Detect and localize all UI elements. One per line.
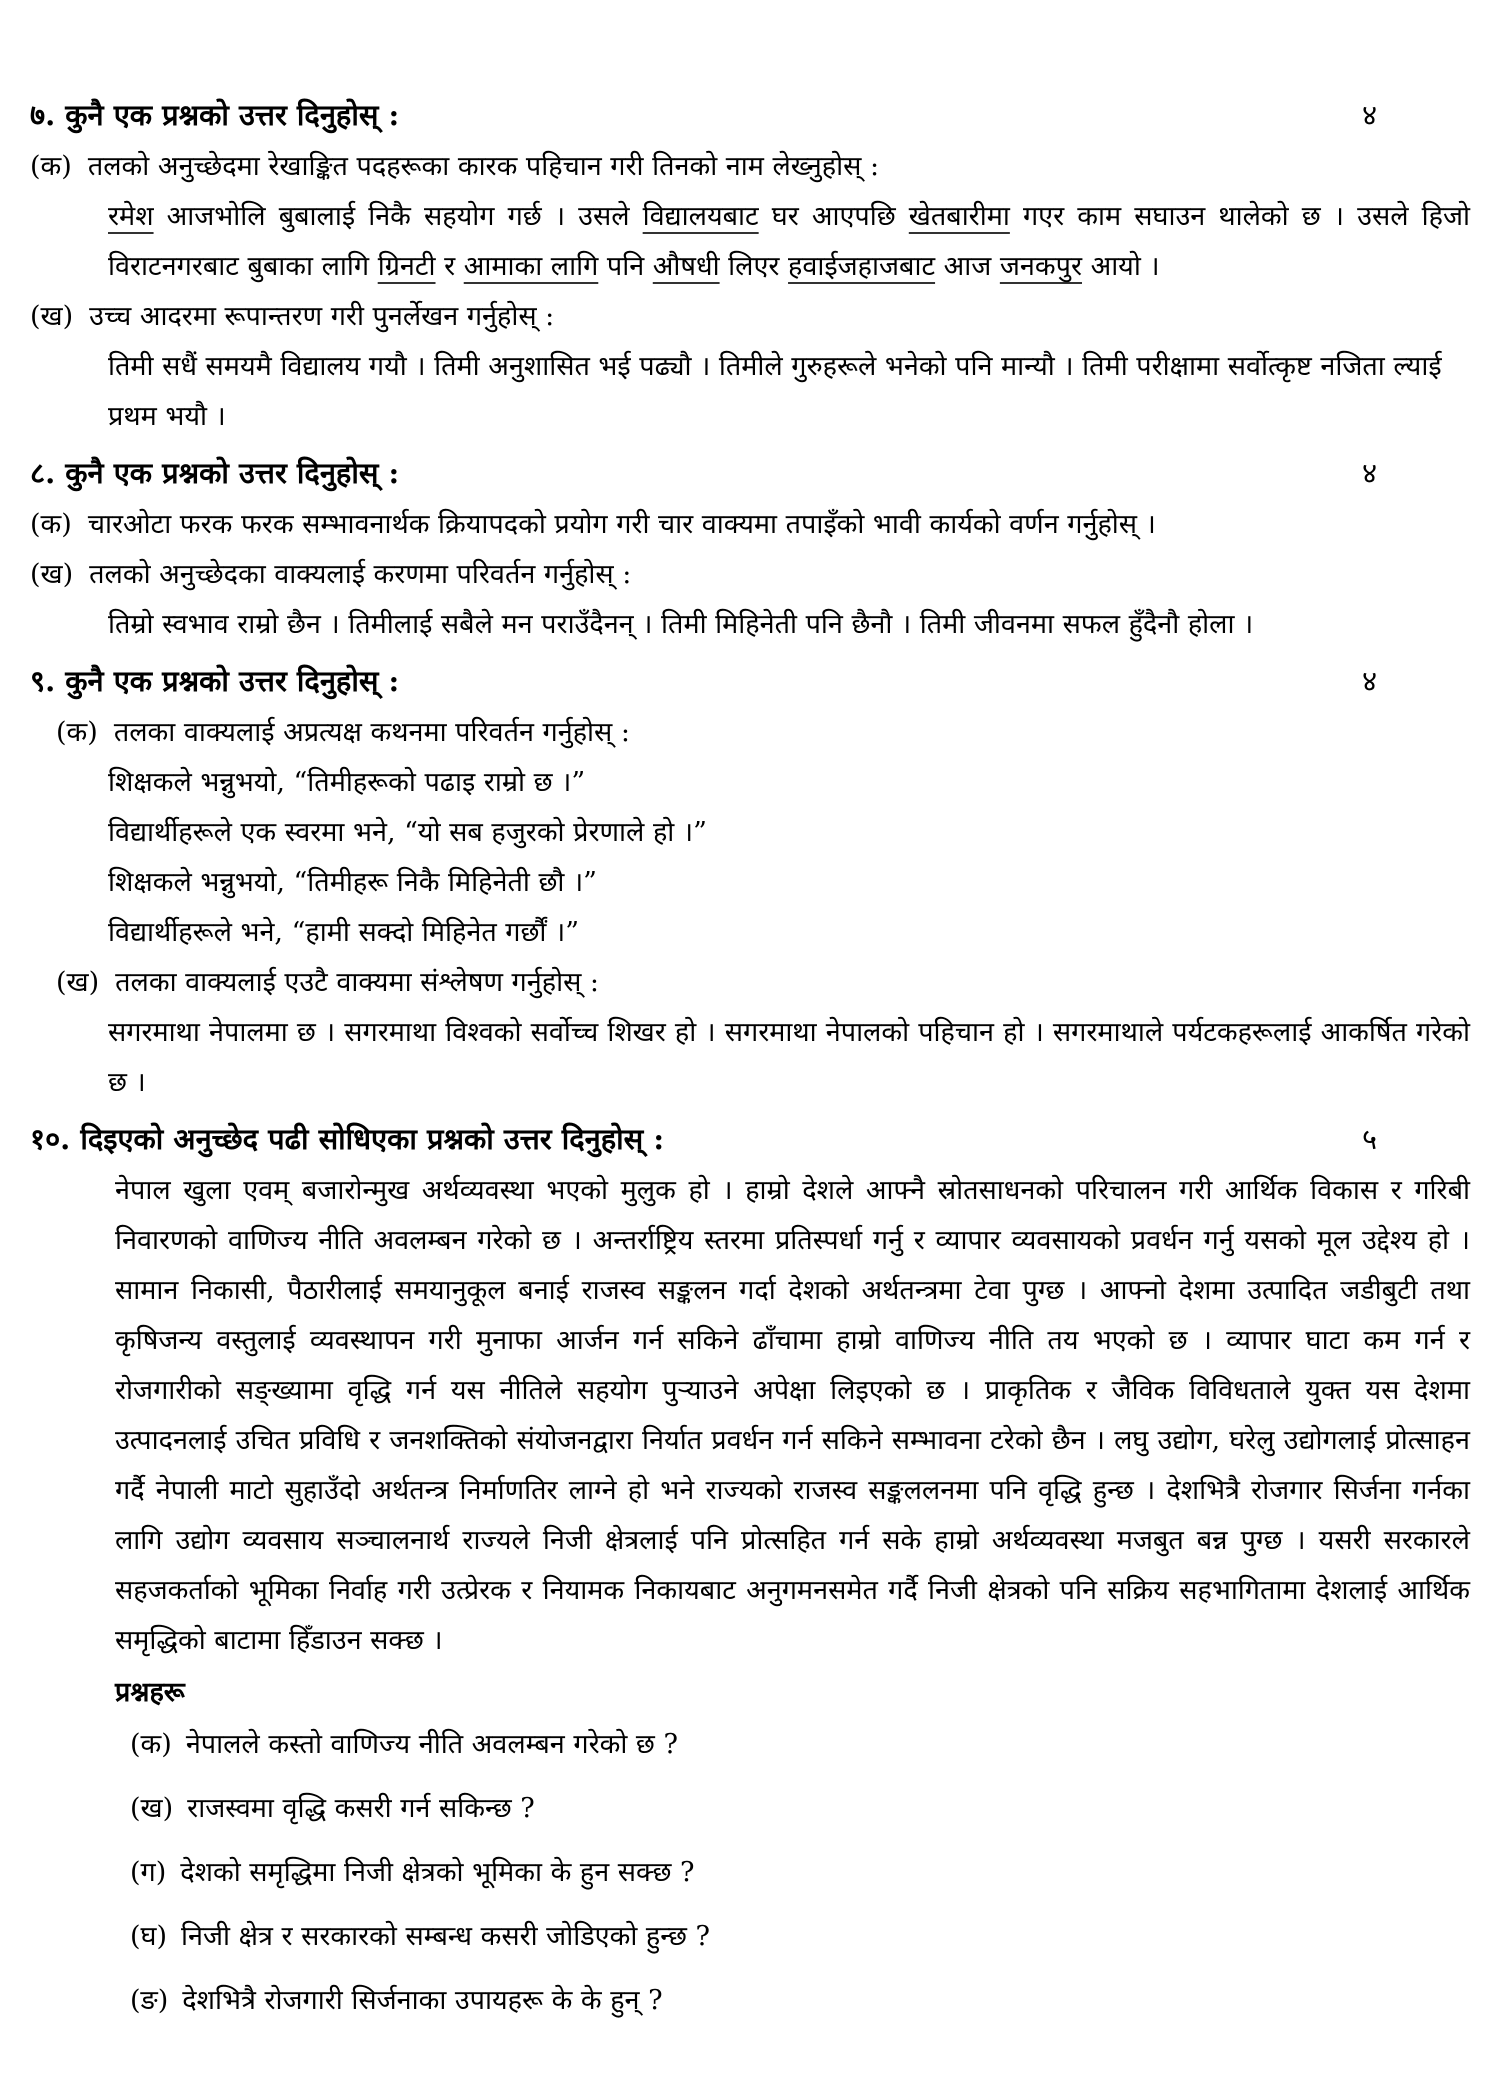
question-9-heading bbox=[30, 656, 1470, 706]
q10-question-label: (ग) bbox=[130, 1857, 167, 1888]
question-9 bbox=[30, 656, 1470, 1108]
q10-question-text: देशभित्रै रोजगारी सिर्जनाका उपायहरू के के हुन् ? bbox=[182, 1985, 663, 2016]
passage-text: लिएर bbox=[719, 251, 789, 282]
q9-part-b-prompt: तलका वाक्यलाई एउटै वाक्यमा संश्लेषण गर्नुहोस् : bbox=[115, 967, 599, 998]
q9-quote-line: शिक्षकले भन्नुभयो, “तिमीहरूको पढाइ राम्रो छ ।” bbox=[108, 767, 586, 798]
q10-question-label: (ङ) bbox=[130, 1985, 169, 2016]
underlined-word: हवाईजहाजबाट bbox=[788, 251, 936, 282]
q8-part-a-label: (क) bbox=[30, 509, 72, 540]
passage-text: आज bbox=[935, 251, 1000, 282]
q10-subheading: प्रश्नहरू bbox=[115, 1677, 185, 1708]
q10-question bbox=[130, 1720, 1470, 1770]
underlined-word: औषधी bbox=[652, 251, 720, 282]
q10-reading-passage: नेपाल खुला एवम् बजारोन्मुख अर्थव्यवस्था भएको मुलुक हो । हाम्रो देशले आफ्नै स्रोतसाधनको परिचालन गरी आर्थिक विकास र गरिबी निवारणको वाणिज्य नीति अवलम्बन गरेको छ । अन्तर्राष्ट्रिय स्तरमा प्रतिस्पर्धा गर्नु र व्यापार व्यवसायको प्रवर्धन गर्नु यसको मूल उद्देश्य हो । सामान निकासी, पैठारीलाई समयानुकूल बनाई राजस्व सङ्कलन गर्दा देशको अर्थतन्त्रमा टेवा पुग्छ । आफ्नो देशमा उत्पादित जडीबुटी तथा कृषिजन्य वस्तुलाई व्यवस्थापन गरी मुनाफा आर्जन गर्न सकिने ढाँचामा हाम्रो वाणिज्य नीति तय भएको छ । व्यापार घाटा कम गर्न र रोजगारीको सङ्ख्यामा वृद्धि गर्न यस नीतिले सहयोग पुऱ्याउने अपेक्षा लिइएको छ । प्राकृतिक र जैविक विविधताले युक्त यस देशमा उत्पादनलाई उचित प्रविधि र जनशक्तिको संयोजनद्वारा निर्यात प्रवर्धन गर्न सकिने सम्भावना टरेको छैन । लघु उद्योग, घरेलु उद्योगलाई प्रोत्साहन गर्दै नेपाली माटो सुहाउँदो अर्थतन्त्र निर्माणतिर लाग्ने हो भने राज्यको राजस्व सङ्कललनमा पनि वृद्धि हुन्छ । देशभित्रै रोजगार सिर्जना गर्नका लागि उद्योग व्यवसाय सञ्चालनार्थ राज्यले निजी क्षेत्रलाई पनि प्रोत्सहित गर्न सके हाम्रो अर्थव्यवस्था मजबुत बन्न पुग्छ । यसरी सरकारले सहजकर्ताको भूमिका निर्वाह गरी उत्प्रेरक र नियामक निकायबाट अनुगमनसमेत गर्दै निजी क्षेत्रको पनि सक्रिय सहभागितामा देशलाई आर्थिक समृद्धिको बाटामा हिँडाउन सक्छ । bbox=[115, 1175, 1470, 1656]
q8-part-b bbox=[30, 550, 1470, 600]
question-8-marks: ४ bbox=[1362, 456, 1378, 490]
q10-question bbox=[130, 1784, 1470, 1834]
question-10 bbox=[30, 1114, 1470, 2026]
underlined-word: ग्रिनटी bbox=[377, 251, 436, 282]
q9-part-b-label: (ख) bbox=[56, 967, 100, 998]
q7-part-b-passage: तिमी सधैं समयमै विद्यालय गयौ । तिमी अनुशासित भई पढ्यौ । तिमीले गुरुहरूले भनेको पनि मान्यौ । तिमी परीक्षामा सर्वोत्कृष्ट नजिता ल्याई प्रथम भयौ । bbox=[108, 351, 1442, 432]
question-10-title: १०. दिइएको अनुच्छेद पढी सोधिएका प्रश्नको उत्तर दिनुहोस् : bbox=[30, 1122, 665, 1156]
q10-question bbox=[130, 1912, 1470, 1962]
question-7-marks: ४ bbox=[1362, 98, 1378, 132]
q8-part-a bbox=[30, 500, 1470, 550]
q9-quote-line: विद्यार्थीहरूले भने, “हामी सक्दो मिहिनेत गर्छौं ।” bbox=[108, 917, 580, 948]
q7-part-b-prompt: उच्च आदरमा रूपान्तरण गरी पुनर्लेखन गर्नुहोस् : bbox=[89, 301, 555, 332]
q7-part-b bbox=[30, 292, 1470, 342]
q8-part-b-label: (ख) bbox=[30, 559, 74, 590]
question-7-title: ७. कुनै एक प्रश्नको उत्तर दिनुहोस् : bbox=[30, 98, 400, 132]
question-10-heading bbox=[30, 1114, 1470, 1164]
q7-part-a-label: (क) bbox=[30, 151, 72, 182]
q8-part-a-prompt: चारओटा फरक फरक सम्भावनार्थक क्रियापदको प्रयोग गरी चार वाक्यमा तपाइँको भावी कार्यको वर्णन गर्नुहोस् । bbox=[87, 509, 1156, 540]
q10-question bbox=[130, 1848, 1470, 1898]
question-8 bbox=[30, 448, 1470, 650]
underlined-word: आमाका लागि bbox=[463, 251, 599, 282]
underlined-word: विद्यालयबाट bbox=[642, 201, 759, 232]
passage-text: गएर काम सघाउन थालेको छ । उसले हिजो विराटनगरबाट बुबाका लागि bbox=[108, 201, 1470, 282]
q10-question-text: नेपालले कस्तो वाणिज्य नीति अवलम्बन गरेको छ ? bbox=[185, 1729, 678, 1760]
q8-part-b-passage: तिम्रो स्वभाव राम्रो छैन । तिमीलाई सबैले मन पराउँदैनन् । तिमी मिहिनेती पनि छैनौ । तिमी जीवनमा सफल हुँदैनौ होला । bbox=[108, 609, 1254, 640]
q9-part-b-passage: सगरमाथा नेपालमा छ । सगरमाथा विश्वको सर्वोच्च शिखर हो । सगरमाथा नेपालको पहिचान हो । सगरमाथाले पर्यटकहरूलाई आकर्षित गरेको छ । bbox=[108, 1017, 1470, 1098]
q7-part-a-prompt: तलको अनुच्छेदमा रेखाङ्कित पदहरूका कारक पहिचान गरी तिनको नाम लेख्नुहोस् : bbox=[87, 151, 880, 182]
question-7 bbox=[30, 90, 1470, 442]
question-10-marks: ५ bbox=[1362, 1122, 1378, 1156]
q10-question-text: राजस्वमा वृद्धि कसरी गर्न सकिन्छ ? bbox=[187, 1793, 535, 1824]
passage-text: घर आएपछि bbox=[758, 201, 909, 232]
q9-part-a-prompt: तलका वाक्यलाई अप्रत्यक्ष कथनमा परिवर्तन गर्नुहोस् : bbox=[113, 717, 630, 748]
q10-question bbox=[130, 1976, 1470, 2026]
q9-quote-line: शिक्षकले भन्नुभयो, “तिमीहरू निकै मिहिनेती छौ ।” bbox=[108, 867, 597, 898]
q9-part-a bbox=[56, 708, 1470, 758]
passage-text: आजभोलि बुबालाई निकै सहयोग गर्छ । उसले bbox=[153, 201, 643, 232]
underlined-word: जनकपुर bbox=[999, 251, 1082, 282]
q8-part-b-prompt: तलको अनुच्छेदका वाक्यलाई करणमा परिवर्तन गर्नुहोस् : bbox=[89, 559, 632, 590]
question-9-title: ९. कुनै एक प्रश्नको उत्तर दिनुहोस् : bbox=[30, 664, 400, 698]
q7-part-a-passage bbox=[108, 192, 1470, 292]
q10-question-label: (ख) bbox=[130, 1793, 174, 1824]
passage-text: पनि bbox=[598, 251, 653, 282]
question-7-heading bbox=[30, 90, 1470, 140]
question-9-marks: ४ bbox=[1362, 664, 1378, 698]
q9-part-b bbox=[56, 958, 1470, 1008]
q7-part-b-label: (ख) bbox=[30, 301, 74, 332]
question-8-heading bbox=[30, 448, 1470, 498]
underlined-word: खेतबारीमा bbox=[908, 201, 1010, 232]
passage-text: आयो । bbox=[1082, 251, 1160, 282]
q10-question-label: (क) bbox=[130, 1729, 172, 1760]
q10-question-label: (घ) bbox=[130, 1921, 168, 1952]
q10-question-text: देशको समृद्धिमा निजी क्षेत्रको भूमिका के हुन सक्छ ? bbox=[180, 1857, 695, 1888]
underlined-word: रमेश bbox=[108, 201, 154, 232]
q9-part-a-label: (क) bbox=[56, 717, 98, 748]
question-8-title: ८. कुनै एक प्रश्नको उत्तर दिनुहोस् : bbox=[30, 456, 400, 490]
q9-quote-line: विद्यार्थीहरूले एक स्वरमा भने, “यो सब हजुरको प्रेरणाले हो ।” bbox=[108, 817, 707, 848]
passage-text: र bbox=[435, 251, 464, 282]
q7-part-a bbox=[30, 142, 1470, 192]
q10-question-text: निजी क्षेत्र र सरकारको सम्बन्ध कसरी जोडिएको हुन्छ ? bbox=[181, 1921, 710, 1952]
